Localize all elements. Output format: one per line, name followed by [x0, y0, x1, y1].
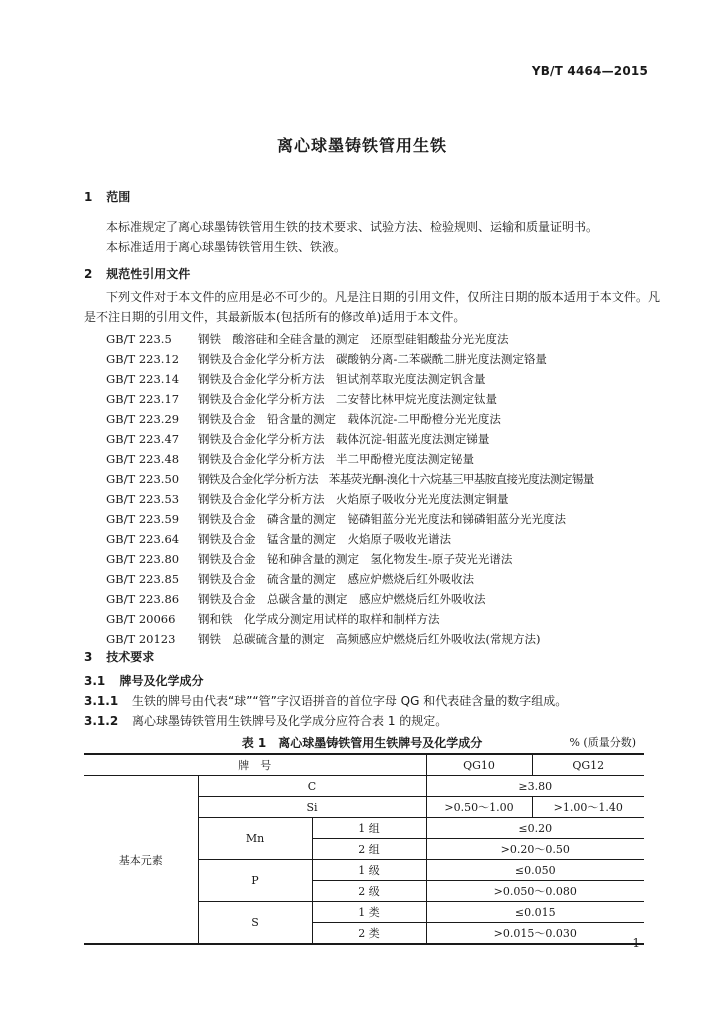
reference-item [106, 609, 594, 629]
clause-number: 3.1.2 [84, 714, 119, 728]
subgroup-cell: 2 类 [312, 923, 426, 945]
element-cell: S [198, 902, 312, 945]
section-number: 3 [84, 650, 93, 664]
section-title: 规范性引用文件 [106, 267, 191, 281]
reference-item [106, 349, 594, 369]
reference-item [106, 329, 594, 349]
paragraph: 本标准适用于离心球墨铸铁管用生铁、铁液。 [106, 240, 347, 254]
element-cell: P [198, 860, 312, 902]
section-title: 范围 [106, 190, 131, 204]
reference-code: GB/T 223.47 [106, 432, 180, 446]
value-cell: ≤0.015 [426, 902, 644, 923]
subsection-3-1-heading [84, 672, 203, 689]
clause-number: 3.1.1 [84, 694, 119, 708]
page-title: 离心球墨铸铁管用生铁 [276, 136, 447, 155]
value-cell: >1.00～1.40 [532, 797, 644, 818]
reference-title: 钢铁及合金 磷含量的测定 铋磷钼蓝分光光度法和锑磷钼蓝分光光度法 [198, 512, 566, 526]
reference-title: 钢铁及合金 总碳含量的测定 感应炉燃烧后红外吸收法 [198, 592, 486, 606]
reference-item [106, 509, 594, 529]
reference-title: 钢铁及合金化学分析方法 载体沉淀-钼蓝光度法测定锑量 [198, 432, 490, 446]
reference-title: 钢铁 总碳硫含量的测定 高频感应炉燃烧后红外吸收法(常规方法) [198, 632, 541, 646]
reference-item [106, 429, 594, 449]
reference-code: GB/T 223.85 [106, 572, 180, 586]
reference-list [106, 329, 594, 649]
value-cell: ≤0.20 [426, 818, 644, 839]
clause-3-1-2 [84, 712, 447, 729]
section-1-heading [84, 188, 130, 205]
grade-qg12-cell: QG12 [532, 754, 644, 776]
value-cell: ≤0.050 [426, 860, 644, 881]
subgroup-cell: 2 级 [312, 881, 426, 902]
table-caption: 表 1 离心球墨铸铁管用生铁牌号及化学成分 [241, 736, 483, 750]
section-number: 1 [84, 190, 93, 204]
reference-title: 钢铁及合金 铅含量的测定 载体沉淀-二甲酚橙分光光度法 [198, 412, 501, 426]
reference-code: GB/T 223.48 [106, 452, 180, 466]
reference-title: 钢铁及合金化学分析方法 钽试剂萃取光度法测定钒含量 [198, 372, 486, 386]
reference-item [106, 549, 594, 569]
reference-title: 钢和铁 化学成分测定用试样的取样和制样方法 [198, 612, 440, 626]
table-row [84, 776, 644, 797]
element-cell: Si [198, 797, 426, 818]
reference-code: GB/T 223.14 [106, 372, 180, 386]
section-3-heading [84, 648, 154, 665]
value-cell: >0.50～1.00 [426, 797, 532, 818]
reference-code: GB/T 223.59 [106, 512, 180, 526]
subgroup-cell: 1 级 [312, 860, 426, 881]
group-label-cell: 基本元素 [84, 776, 198, 945]
reference-code: GB/T 223.53 [106, 492, 180, 506]
reference-title: 钢铁及合金 硫含量的测定 感应炉燃烧后红外吸收法 [198, 572, 474, 586]
grade-label-cell: 牌 号 [84, 754, 426, 776]
value-cell: >0.20～0.50 [426, 839, 644, 860]
reference-title: 钢铁及合金 锰含量的测定 火焰原子吸收光谱法 [198, 532, 451, 546]
reference-title: 钢铁及合金化学分析方法 火焰原子吸收分光光度法测定铜量 [198, 492, 509, 506]
element-cell: Mn [198, 818, 312, 860]
reference-item [106, 489, 594, 509]
reference-item [106, 629, 594, 649]
reference-code: GB/T 223.29 [106, 412, 180, 426]
intro-paragraph: 下列文件对于本文件的应用是必不可少的。凡是注日期的引用文件，仅所注日期的版本适用于本文件。凡是不注日期的引用文件，其最新版本(包括所有的修改单)适用于本文件。 [84, 290, 660, 324]
grade-qg10-cell: QG10 [426, 754, 532, 776]
reference-code: GB/T 223.5 [106, 332, 172, 346]
section-title: 技术要求 [106, 650, 155, 664]
table-header-row [84, 754, 644, 776]
reference-title: 钢铁及合金 铋和砷含量的测定 氢化物发生-原子荧光光谱法 [198, 552, 513, 566]
clause-3-1-1 [84, 692, 567, 709]
reference-code: GB/T 223.64 [106, 532, 180, 546]
reference-title: 钢铁及合金化学分析方法 半二甲酚橙光度法测定铋量 [198, 452, 474, 466]
reference-item [106, 569, 594, 589]
table-unit: % (质量分数) [569, 736, 636, 749]
page-number: 1 [632, 936, 640, 950]
value-cell: ≥3.80 [426, 776, 644, 797]
element-cell: C [198, 776, 426, 797]
subsection-title: 牌号及化学成分 [119, 674, 204, 688]
reference-title: 钢铁及合金化学分析方法 苯基荧光酮-溴化十六烷基三甲基胺直接光度法测定锡量 [198, 472, 594, 486]
section-2-heading [84, 265, 190, 282]
reference-item [106, 409, 594, 429]
composition-table [84, 753, 644, 945]
reference-item [106, 469, 594, 489]
reference-code: GB/T 223.80 [106, 552, 180, 566]
standard-code: YB/T 4464—2015 [531, 64, 648, 78]
reference-item [106, 369, 594, 389]
reference-title: 钢铁及合金化学分析方法 碳酸钠分离-二苯碳酰二肼光度法测定铬量 [198, 352, 547, 366]
subgroup-cell: 1 类 [312, 902, 426, 923]
reference-code: GB/T 223.12 [106, 352, 180, 366]
reference-code: GB/T 223.86 [106, 592, 180, 606]
reference-code: GB/T 223.50 [106, 472, 180, 486]
reference-title: 钢铁 酸溶硅和全硅含量的测定 还原型硅钼酸盐分光光度法 [198, 332, 509, 346]
subsection-number: 3.1 [84, 674, 106, 688]
reference-code: GB/T 20123 [106, 632, 176, 646]
subgroup-cell: 2 组 [312, 839, 426, 860]
clause-text: 生铁的牌号由代表“球”“管”字汉语拼音的首位字母 QG 和代表硅含量的数字组成。 [132, 694, 568, 708]
paragraph: 本标准规定了离心球墨铸铁管用生铁的技术要求、试验方法、检验规则、运输和质量证明书。 [106, 220, 599, 234]
value-cell: >0.050～0.080 [426, 881, 644, 902]
section-number: 2 [84, 267, 93, 281]
reference-item [106, 389, 594, 409]
reference-code: GB/T 223.17 [106, 392, 180, 406]
reference-item [106, 449, 594, 469]
reference-code: GB/T 20066 [106, 612, 176, 626]
subgroup-cell: 1 组 [312, 818, 426, 839]
reference-title: 钢铁及合金化学分析方法 二安替比林甲烷光度法测定钛量 [198, 392, 497, 406]
value-cell: >0.015～0.030 [426, 923, 644, 945]
reference-item [106, 589, 594, 609]
clause-text: 离心球墨铸铁管用生铁牌号及化学成分应符合表 1 的规定。 [132, 714, 448, 728]
reference-item [106, 529, 594, 549]
